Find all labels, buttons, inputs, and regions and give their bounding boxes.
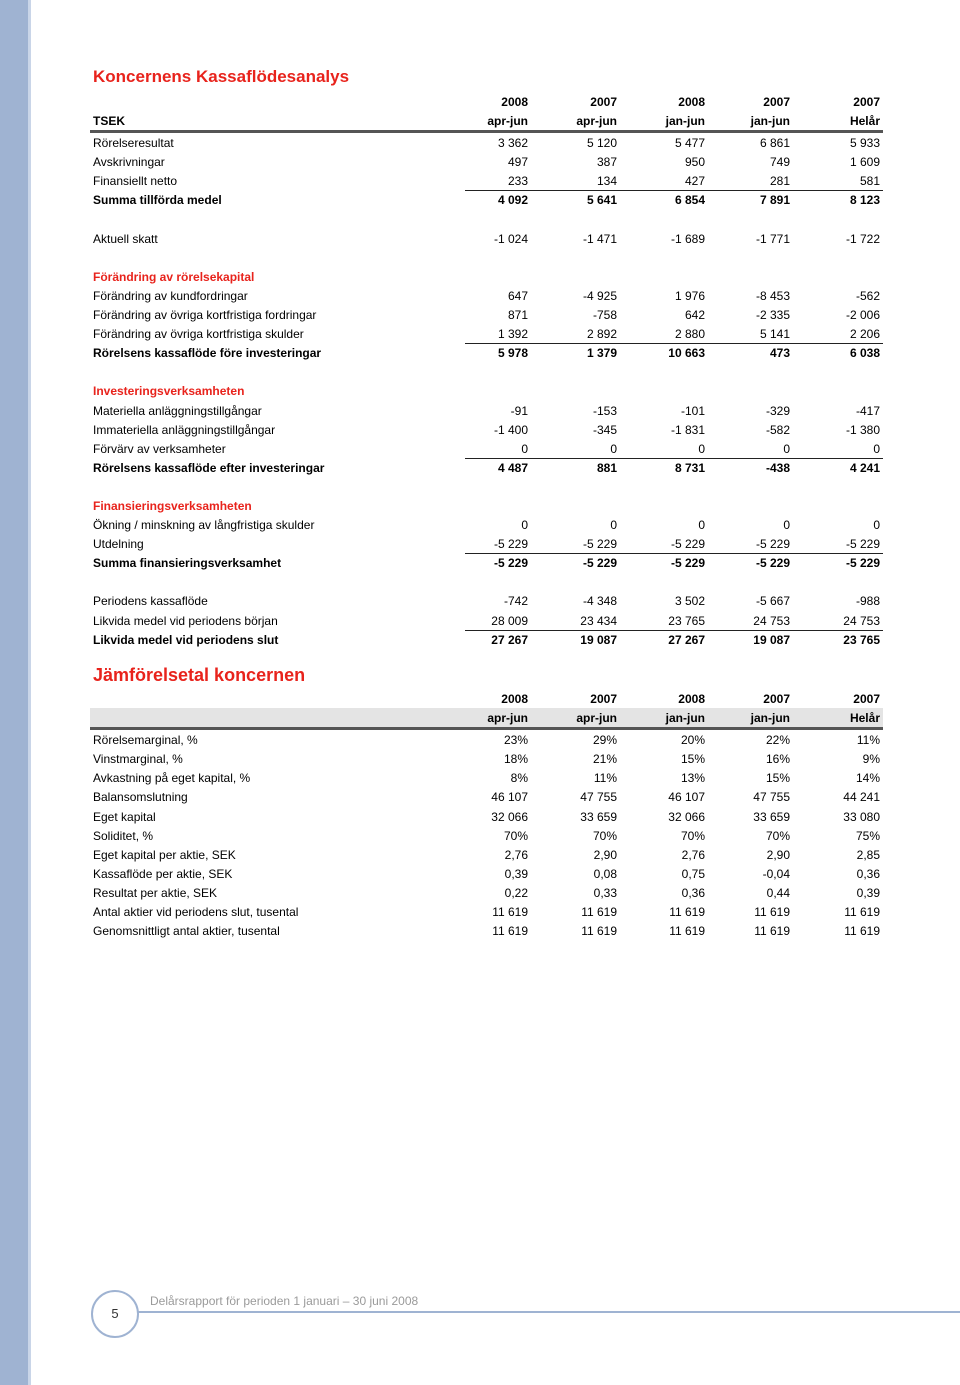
cell-value: 19 087	[753, 632, 790, 647]
cell-value: -2 335	[755, 308, 790, 323]
cell-value: -4 925	[582, 288, 617, 303]
cell-value: 70%	[503, 828, 528, 843]
left-accent-bar	[0, 0, 28, 1385]
cell-value: 5 141	[759, 327, 790, 342]
header-years-row	[90, 92, 883, 111]
row-label: Balansomslutning	[93, 790, 188, 805]
header-period: apr-jun	[487, 711, 528, 726]
cashflow-title: Koncernens Kassaflödesanalys	[93, 67, 350, 86]
cell-value: 11 619	[669, 924, 705, 939]
cell-value: 0	[610, 441, 617, 456]
table-row	[90, 133, 883, 152]
table-row	[90, 611, 883, 630]
cell-value: 47 755	[753, 790, 790, 805]
row-spacer	[90, 210, 883, 229]
header-year: 2008	[501, 692, 528, 706]
section-heading-label: Förändring av rörelsekapital	[93, 269, 255, 284]
cell-value: 8 123	[849, 193, 880, 208]
cell-value: 8 731	[674, 460, 705, 475]
cell-value: 18%	[503, 752, 528, 767]
row-label: Eget kapital	[93, 809, 156, 824]
cell-value: 387	[596, 155, 617, 170]
cell-value: -5 229	[845, 556, 880, 571]
row-label: Kassaflöde per aktie, SEK	[93, 866, 233, 881]
table-row	[90, 229, 883, 248]
row-label: Eget kapital per aktie, SEK	[93, 847, 236, 862]
cell-value: -5 229	[755, 537, 790, 552]
header-period: apr-jun	[576, 711, 617, 726]
cell-value: -5 229	[755, 556, 790, 571]
section-heading	[90, 267, 883, 286]
cell-value: -742	[503, 594, 528, 609]
cell-value: 19 087	[580, 632, 617, 647]
cell-value: 11 619	[669, 905, 705, 920]
cell-value: 0	[698, 441, 705, 456]
cell-value: 2 892	[586, 327, 617, 342]
row-spacer	[90, 362, 883, 381]
row-label: Periodens kassaflöde	[93, 594, 208, 609]
cell-value: -5 229	[845, 537, 880, 552]
header-periods-row	[90, 111, 883, 133]
cell-value: 33 659	[753, 809, 790, 824]
table-row	[90, 749, 883, 768]
cell-value: 2 206	[849, 327, 880, 342]
table-row	[90, 864, 883, 883]
page-number-badge	[91, 1290, 139, 1338]
table-row	[90, 324, 883, 343]
section-heading-label: Investeringsverksamheten	[93, 384, 245, 399]
row-label: Förändring av övriga kortfristiga skulder	[93, 327, 304, 342]
table-row	[90, 420, 883, 439]
cell-value: 6 854	[674, 193, 705, 208]
row-label: Genomsnittligt antal aktier, tusental	[93, 924, 280, 939]
cell-value: 749	[769, 155, 790, 170]
row-label: Avkastning på eget kapital, %	[93, 771, 251, 786]
cell-value: -4 348	[582, 594, 617, 609]
cell-value: 0,75	[681, 866, 705, 881]
table-row	[90, 883, 883, 902]
cell-value: -1 471	[582, 231, 617, 246]
cell-value: 44 241	[843, 790, 880, 805]
cell-value: 23 765	[843, 632, 880, 647]
cell-value: 33 080	[843, 809, 880, 824]
cell-value: -0,04	[762, 866, 790, 881]
row-label: Rörelseresultat	[93, 136, 174, 151]
row-label: Likvida medel vid periodens slut	[93, 632, 279, 647]
cell-value: -562	[855, 288, 880, 303]
cell-value: 11%	[593, 771, 617, 786]
cell-value: 2,76	[681, 847, 705, 862]
footer-text: Delårsrapport för perioden 1 januari – 30 juni 2008	[150, 1294, 419, 1308]
table-row	[90, 826, 883, 845]
row-label: Antal aktier vid periodens slut, tusental	[93, 905, 299, 920]
cell-value: 11 619	[754, 924, 790, 939]
cashflow-table	[90, 92, 883, 649]
cell-value: -582	[765, 422, 790, 437]
cell-value: 16%	[765, 752, 790, 767]
cell-value: -1 024	[493, 231, 528, 246]
cell-value: 8%	[510, 771, 528, 786]
cell-value: 0,36	[856, 866, 880, 881]
cell-value: 70%	[765, 828, 790, 843]
cell-value: 10 663	[668, 346, 705, 361]
row-label: Rörelsens kassaflöde efter investeringar	[93, 460, 325, 475]
cell-value: -417	[855, 403, 880, 418]
row-label: Vinstmarginal, %	[93, 752, 183, 767]
header-year: 2007	[590, 692, 617, 706]
header-year: 2007	[763, 95, 790, 109]
subtotal-row	[90, 190, 883, 209]
row-label: Finansiellt netto	[93, 174, 178, 189]
row-label: Likvida medel vid periodens början	[93, 613, 278, 628]
cell-value: 11 619	[844, 924, 880, 939]
cell-value: 581	[859, 174, 880, 189]
row-label: Aktuell skatt	[93, 231, 158, 246]
header-years-row	[90, 689, 883, 708]
cell-value: 0	[521, 518, 528, 533]
keyfigures-title: Jämförelsetal koncernen	[93, 665, 306, 685]
cell-value: 13%	[680, 771, 705, 786]
table-row	[90, 305, 883, 324]
cell-value: 5 120	[586, 136, 617, 151]
cell-value: -5 229	[670, 537, 705, 552]
cell-value: 281	[769, 174, 790, 189]
section-heading	[90, 496, 883, 515]
cell-value: 427	[684, 174, 705, 189]
cell-value: 2 880	[674, 327, 705, 342]
cell-value: 2,76	[504, 847, 528, 862]
row-label: Förändring av övriga kortfristiga fordringar	[93, 308, 317, 323]
cell-value: 950	[684, 155, 705, 170]
row-label: Förvärv av verksamheter	[93, 441, 226, 456]
row-spacer	[90, 248, 883, 267]
cell-value: 14%	[855, 771, 880, 786]
cell-value: 21%	[592, 752, 617, 767]
cell-value: 0	[521, 441, 528, 456]
table-row	[90, 401, 883, 420]
cell-value: 497	[507, 155, 528, 170]
cell-value: 28 009	[491, 613, 528, 628]
table-row	[90, 591, 883, 610]
header-year: 2007	[590, 95, 617, 109]
cell-value: -1 689	[670, 231, 705, 246]
cell-value: 11 619	[754, 905, 790, 920]
cell-value: 46 107	[668, 790, 705, 805]
unit-label: TSEK	[93, 114, 126, 129]
cell-value: 47 755	[580, 790, 617, 805]
table-row	[90, 921, 883, 940]
cell-value: 2,90	[766, 847, 790, 862]
table-row	[90, 902, 883, 921]
cell-value: 0	[873, 441, 880, 456]
section-heading-label: Finansieringsverksamheten	[93, 498, 252, 513]
cell-value: 32 066	[668, 809, 705, 824]
header-year: 2007	[853, 95, 880, 109]
cell-value: 15%	[680, 752, 705, 767]
header-period: jan-jun	[750, 114, 790, 129]
cell-value: 0,33	[593, 885, 617, 900]
cell-value: 0,39	[856, 885, 880, 900]
row-label: Soliditet, %	[93, 828, 154, 843]
table-row	[90, 768, 883, 787]
cell-value: 0,39	[504, 866, 528, 881]
table-row	[90, 152, 883, 171]
cell-value: 75%	[855, 828, 880, 843]
header-periods-row	[90, 708, 883, 730]
row-label: Förändring av kundfordringar	[93, 288, 248, 303]
cell-value: -1 380	[845, 422, 880, 437]
table-row	[90, 845, 883, 864]
cell-value: -988	[855, 594, 880, 609]
table-row	[90, 286, 883, 305]
header-period: apr-jun	[487, 114, 528, 129]
row-label: Ökning / minskning av långfristiga skulder	[93, 518, 315, 533]
cell-value: 0	[698, 518, 705, 533]
cell-value: -345	[592, 422, 617, 437]
cell-value: 20%	[680, 733, 705, 748]
cell-value: 0,22	[504, 885, 528, 900]
left-accent-bar-edge	[28, 0, 31, 1385]
cell-value: 2,90	[593, 847, 617, 862]
cell-value: -1 400	[493, 422, 528, 437]
section-heading	[90, 381, 883, 400]
table-row	[90, 515, 883, 534]
cell-value: -5 229	[582, 537, 617, 552]
cell-value: -2 006	[845, 308, 880, 323]
footer-rule	[138, 1311, 960, 1313]
header-period: apr-jun	[576, 114, 617, 129]
cell-value: -91	[510, 403, 528, 418]
cell-value: -5 229	[493, 537, 528, 552]
row-label: Avskrivningar	[93, 155, 165, 170]
cell-value: 0	[610, 518, 617, 533]
cell-value: 5 477	[674, 136, 705, 151]
header-period: Helår	[849, 711, 880, 726]
cell-value: 4 241	[849, 460, 880, 475]
cell-value: 23 765	[668, 613, 705, 628]
cell-value: 6 038	[849, 346, 880, 361]
table-row	[90, 787, 883, 806]
cell-value: 22%	[765, 733, 790, 748]
header-period: jan-jun	[750, 711, 790, 726]
header-year: 2008	[678, 95, 705, 109]
header-period: jan-jun	[665, 711, 705, 726]
cell-value: -153	[592, 403, 617, 418]
cell-value: 15%	[765, 771, 790, 786]
cell-value: 0,36	[681, 885, 705, 900]
header-year: 2008	[678, 692, 705, 706]
row-label: Immateriella anläggningstillgångar	[93, 422, 276, 437]
row-spacer	[90, 477, 883, 496]
cell-value: 0,08	[593, 866, 617, 881]
cell-value: 5 933	[849, 136, 880, 151]
cell-value: 647	[507, 288, 528, 303]
cell-value: 11 619	[581, 905, 617, 920]
header-year: 2007	[853, 692, 880, 706]
cell-value: 233	[507, 174, 528, 189]
cell-value: -101	[680, 403, 705, 418]
row-label: Summa finansieringsverksamhet	[93, 556, 282, 571]
cell-value: 5 978	[497, 346, 528, 361]
cell-value: -5 229	[670, 556, 705, 571]
cell-value: 1 379	[586, 346, 617, 361]
table-row	[90, 730, 883, 749]
subtotal-row	[90, 343, 883, 362]
table-row	[90, 534, 883, 553]
cell-value: -8 453	[755, 288, 790, 303]
cell-value: 2,85	[856, 847, 880, 862]
cell-value: 7 891	[759, 193, 790, 208]
cell-value: -5 667	[755, 594, 790, 609]
row-label: Utdelning	[93, 537, 144, 552]
cell-value: 24 753	[843, 613, 880, 628]
subtotal-row	[90, 458, 883, 477]
row-label: Rörelsemarginal, %	[93, 733, 198, 748]
cell-value: 642	[684, 308, 705, 323]
cell-value: 473	[769, 346, 790, 361]
table-row	[90, 171, 883, 190]
cell-value: 0,44	[766, 885, 790, 900]
subtotal-row	[90, 553, 883, 572]
header-period: Helår	[849, 114, 880, 129]
cell-value: -1 722	[845, 231, 880, 246]
cell-value: -329	[765, 403, 790, 418]
cell-value: 3 362	[497, 136, 528, 151]
cell-value: -1 771	[755, 231, 790, 246]
cell-value: 1 392	[497, 327, 528, 342]
cell-value: 1 609	[849, 155, 880, 170]
cell-value: 11 619	[492, 924, 528, 939]
cell-value: -758	[592, 308, 617, 323]
cell-value: 23%	[503, 733, 528, 748]
cell-value: 881	[596, 460, 617, 475]
header-year: 2007	[763, 692, 790, 706]
cell-value: 33 659	[580, 809, 617, 824]
cell-value: 27 267	[491, 632, 528, 647]
cell-value: -1 831	[670, 422, 705, 437]
cell-value: 70%	[592, 828, 617, 843]
header-period: jan-jun	[665, 114, 705, 129]
cell-value: 9%	[862, 752, 880, 767]
cell-value: -5 229	[493, 556, 528, 571]
cell-value: 32 066	[491, 809, 528, 824]
cell-value: 1 976	[674, 288, 705, 303]
header-year: 2008	[501, 95, 528, 109]
cell-value: 6 861	[759, 136, 790, 151]
cell-value: 46 107	[491, 790, 528, 805]
cell-value: 70%	[680, 828, 705, 843]
cell-value: 0	[783, 441, 790, 456]
row-label: Resultat per aktie, SEK	[93, 885, 218, 900]
table-row	[90, 807, 883, 826]
cell-value: 11 619	[492, 905, 528, 920]
cell-value: -5 229	[582, 556, 617, 571]
cell-value: 5 641	[586, 193, 617, 208]
cell-value: 0	[873, 518, 880, 533]
row-label: Materiella anläggningstillgångar	[93, 403, 262, 418]
cell-value: 11%	[856, 733, 880, 748]
cell-value: 27 267	[668, 632, 705, 647]
table-row	[90, 439, 883, 458]
page-number: 5	[111, 1306, 119, 1321]
cell-value: 11 619	[581, 924, 617, 939]
row-label: Rörelsens kassaflöde före investeringar	[93, 346, 322, 361]
cell-value: 24 753	[753, 613, 790, 628]
row-label: Summa tillförda medel	[93, 193, 222, 208]
cell-value: 134	[596, 174, 617, 189]
subtotal-row	[90, 630, 883, 649]
cell-value: 11 619	[844, 905, 880, 920]
keyfigures-table	[90, 689, 883, 940]
cell-value: 3 502	[674, 594, 705, 609]
row-spacer	[90, 572, 883, 591]
cell-value: 871	[507, 308, 528, 323]
cell-value: 0	[783, 518, 790, 533]
cell-value: -438	[765, 460, 790, 475]
cell-value: 29%	[592, 733, 617, 748]
cell-value: 23 434	[580, 613, 617, 628]
cell-value: 4 092	[497, 193, 528, 208]
cell-value: 4 487	[497, 460, 528, 475]
